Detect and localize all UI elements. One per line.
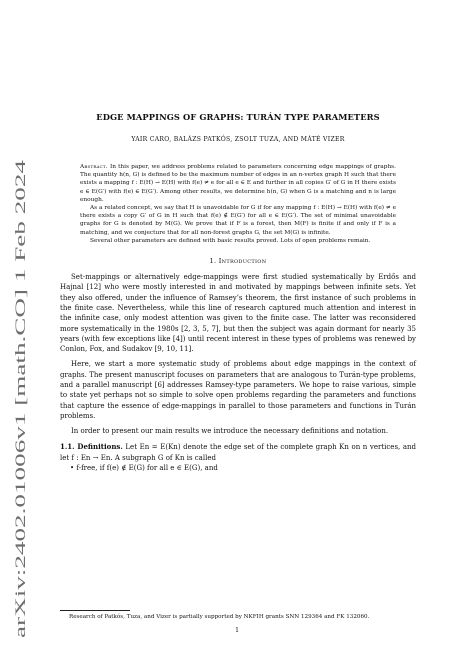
abstract-paragraph-3: Several other parameters are defined with basic results proved. Lots of open problems remain. <box>90 237 371 244</box>
abstract-paragraph-2: As a related concept, we say that H is unavoidable for G if for any mapping f : E(H) → E(H) with f(e) ≠ e there exists a copy G′ of G in H such that f(e) ∉ E(G′) for all e ∈ E(G′). The set of minimal unavoidable graphs for G is denoted by M(G). We prove that if F is a forest, then M(F) is finite if and only if F is a matching, and we conjecture that for all non-forest graphs G, the set M(G) is infinite. <box>80 205 396 236</box>
arxiv-stamp-text: arXiv:2402.01006v1 [math.CO] 1 Feb 2024 <box>12 370 29 638</box>
abstract-block <box>80 163 396 245</box>
footnote <box>60 610 416 620</box>
section-heading-introduction: 1. Introduction <box>209 257 267 266</box>
bullet-icon: • <box>70 464 75 473</box>
bullet-text: f-free, if f(e) ∉ E(G) for all e ∈ E(G), and <box>76 464 218 473</box>
paper-page <box>60 112 416 473</box>
intro-paragraph-3: In order to present our main results we introduce the necessary definitions and notation. <box>71 427 389 436</box>
author-list: YAIR CARO, BALÁZS PATKÓS, ZSOLT TUZA, AND MÁTÉ VIZER <box>131 136 345 143</box>
footnote-rule <box>60 610 130 611</box>
footnote-text: Research of Patkós, Tuza, and Vizer is partially supported by NKFIH grants SNN 129364 and FK 132060. <box>69 614 370 620</box>
paper-title: EDGE MAPPINGS OF GRAPHS: TURÁN TYPE PARAMETERS <box>96 112 380 122</box>
introduction-body <box>60 272 416 436</box>
arxiv-identifier-stamp <box>6 160 32 640</box>
abstract-paragraph-1 <box>80 163 396 204</box>
definition-bullet <box>70 463 416 473</box>
definitions-text: Let En = E(Kn) denote the edge set of the complete graph Kn on n vertices, and let f : En → En. A subgraph G of Kn is called <box>60 443 417 462</box>
intro-paragraph-2: Here, we start a more systematic study of problems about edge mappings in the context of graphs. The present manuscript focuses on parameters that are analogous to Turán-type problems, and a parallel manuscript [6] addresses Ramsey-type parameters. We hope to raise various, simple to state yet perhaps not so simple to solve open problems regarding the parameters and functions that capture the essence of edge-mappings in parallel to those parameters and functions in Turán problems. <box>60 360 416 420</box>
definitions-paragraph <box>60 442 416 463</box>
abstract-text-1: In this paper, we address problems related to parameters concerning edge mappings of graphs. The quantity h(n, G) is defined to be the maximum number of edges in an n-vertex graph H such that there exists a mapping f : E(H) → E(H) with f(e) ≠ e for all e ∈ E and further in all copies G′ of G in H there exists e ∈ E(G′) with f(e) ∈ E(G′). Among other results, we determine h(n, G) when G is a matching and n is large enough. <box>80 164 396 203</box>
intro-paragraph-1: Set-mappings or alternatively edge-mappings were first studied systematically by Erdős and Hajnal [12] who were mostly interested in and motivated by mappings between infinite sets. Yet they also offered, under the influence of Ramsey’s theorem, the first instance of such problems in the finite case. Nevertheless, while this line of research captured much attention and interest in the infinite case, only modest attention was given to the finite case. The latter was reconsidered more systematically in the 1980s [2, 3, 5, 7], but then the subject was again dormant for nearly 35 years (with few exceptions like [4]) until recent interest in these types of problems was renewed by Conlon, Fox, and Sudakov [9, 10, 11]. <box>60 273 416 354</box>
arxiv-stamp-svg <box>6 160 32 640</box>
abstract-label: Abstract. <box>80 164 108 170</box>
definitions-heading: 1.1. Definitions. <box>60 442 123 452</box>
page-number: 1 <box>235 627 239 634</box>
